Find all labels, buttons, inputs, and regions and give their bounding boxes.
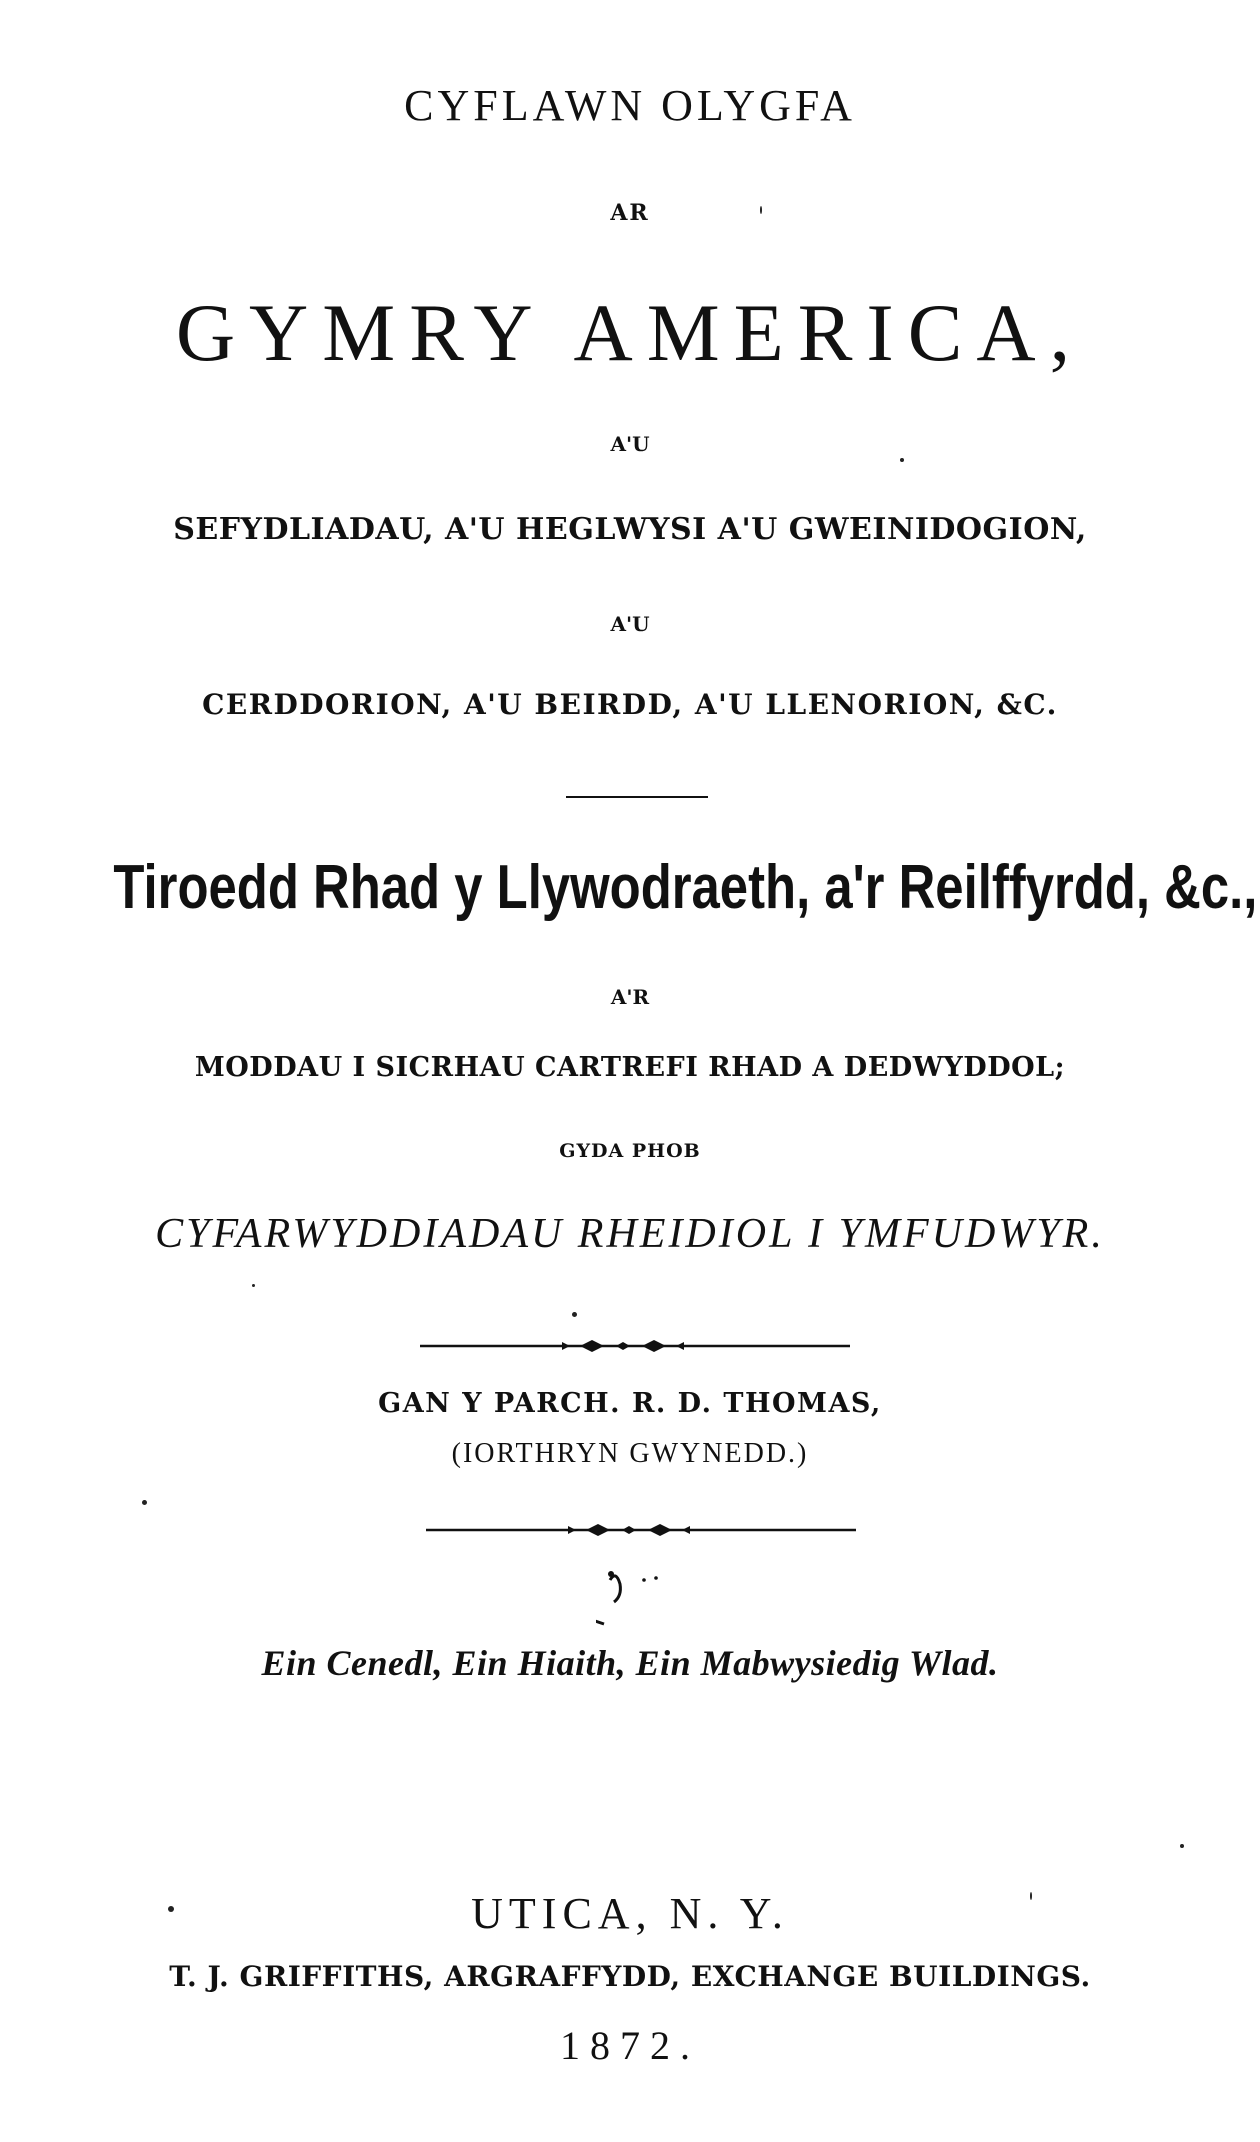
- conjunction-au-1: A'U: [610, 432, 650, 456]
- print-speck: [252, 1284, 255, 1287]
- author-pseudonym: (IORTHRYN GWYNEDD.): [451, 1438, 809, 1469]
- ornamental-rule-1: [420, 1336, 850, 1356]
- print-speck: [1180, 1844, 1184, 1848]
- subtitle-gyda: GYDA PHOB: [559, 1140, 701, 1162]
- print-speck: [142, 1500, 147, 1505]
- subtitle-cerddorion: CERDDORION, A'U BEIRDD, A'U LLENORION, &C.: [202, 688, 1058, 721]
- subtitle-moddau: MODDAU I SICRHAU CARTREFI RHAD A DEDWYDDOL;: [194, 1052, 1066, 1083]
- conjunction-au-2: A'U: [610, 612, 650, 636]
- title-line-1: CYFLAWN OLYGFA: [404, 81, 856, 130]
- print-speck: [760, 206, 762, 214]
- imprint-year: 1872.: [560, 2023, 700, 2068]
- title-line-ar: AR: [610, 200, 650, 226]
- main-title: GYMRY AMERICA,: [175, 287, 1085, 378]
- subtitle-tiroedd: Tiroedd Rhad y Llywodraeth, a'r Reilffyrdd, &c.,: [113, 853, 1258, 922]
- conjunction-ar: A'R: [610, 985, 650, 1009]
- imprint-place: UTICA, N. Y.: [471, 1889, 789, 1938]
- print-speck: [900, 458, 904, 462]
- subtitle-cyfarwyddiadau: CYFARWYDDIADAU RHEIDIOL I YMFUDWYR.: [155, 1211, 1105, 1257]
- ornamental-rule-2: [426, 1520, 856, 1540]
- ornament-glyph-icon: [596, 1562, 696, 1632]
- subtitle-sefydliadau: SEFYDLIADAU, A'U HEGLWYSI A'U GWEINIDOGION,: [173, 512, 1087, 547]
- short-rule-divider: [566, 796, 708, 798]
- print-speck: [572, 1312, 577, 1317]
- print-speck: [1030, 1892, 1032, 1900]
- motto: Ein Cenedl, Ein Hiaith, Ein Mabwysiedig Wlad.: [261, 1643, 999, 1683]
- author-line: GAN Y PARCH. R. D. THOMAS,: [378, 1388, 882, 1419]
- print-speck: [168, 1906, 174, 1912]
- imprint-printer: T. J. GRIFFITHS, ARGRAFFYDD, EXCHANGE BUILDINGS.: [169, 1960, 1091, 1993]
